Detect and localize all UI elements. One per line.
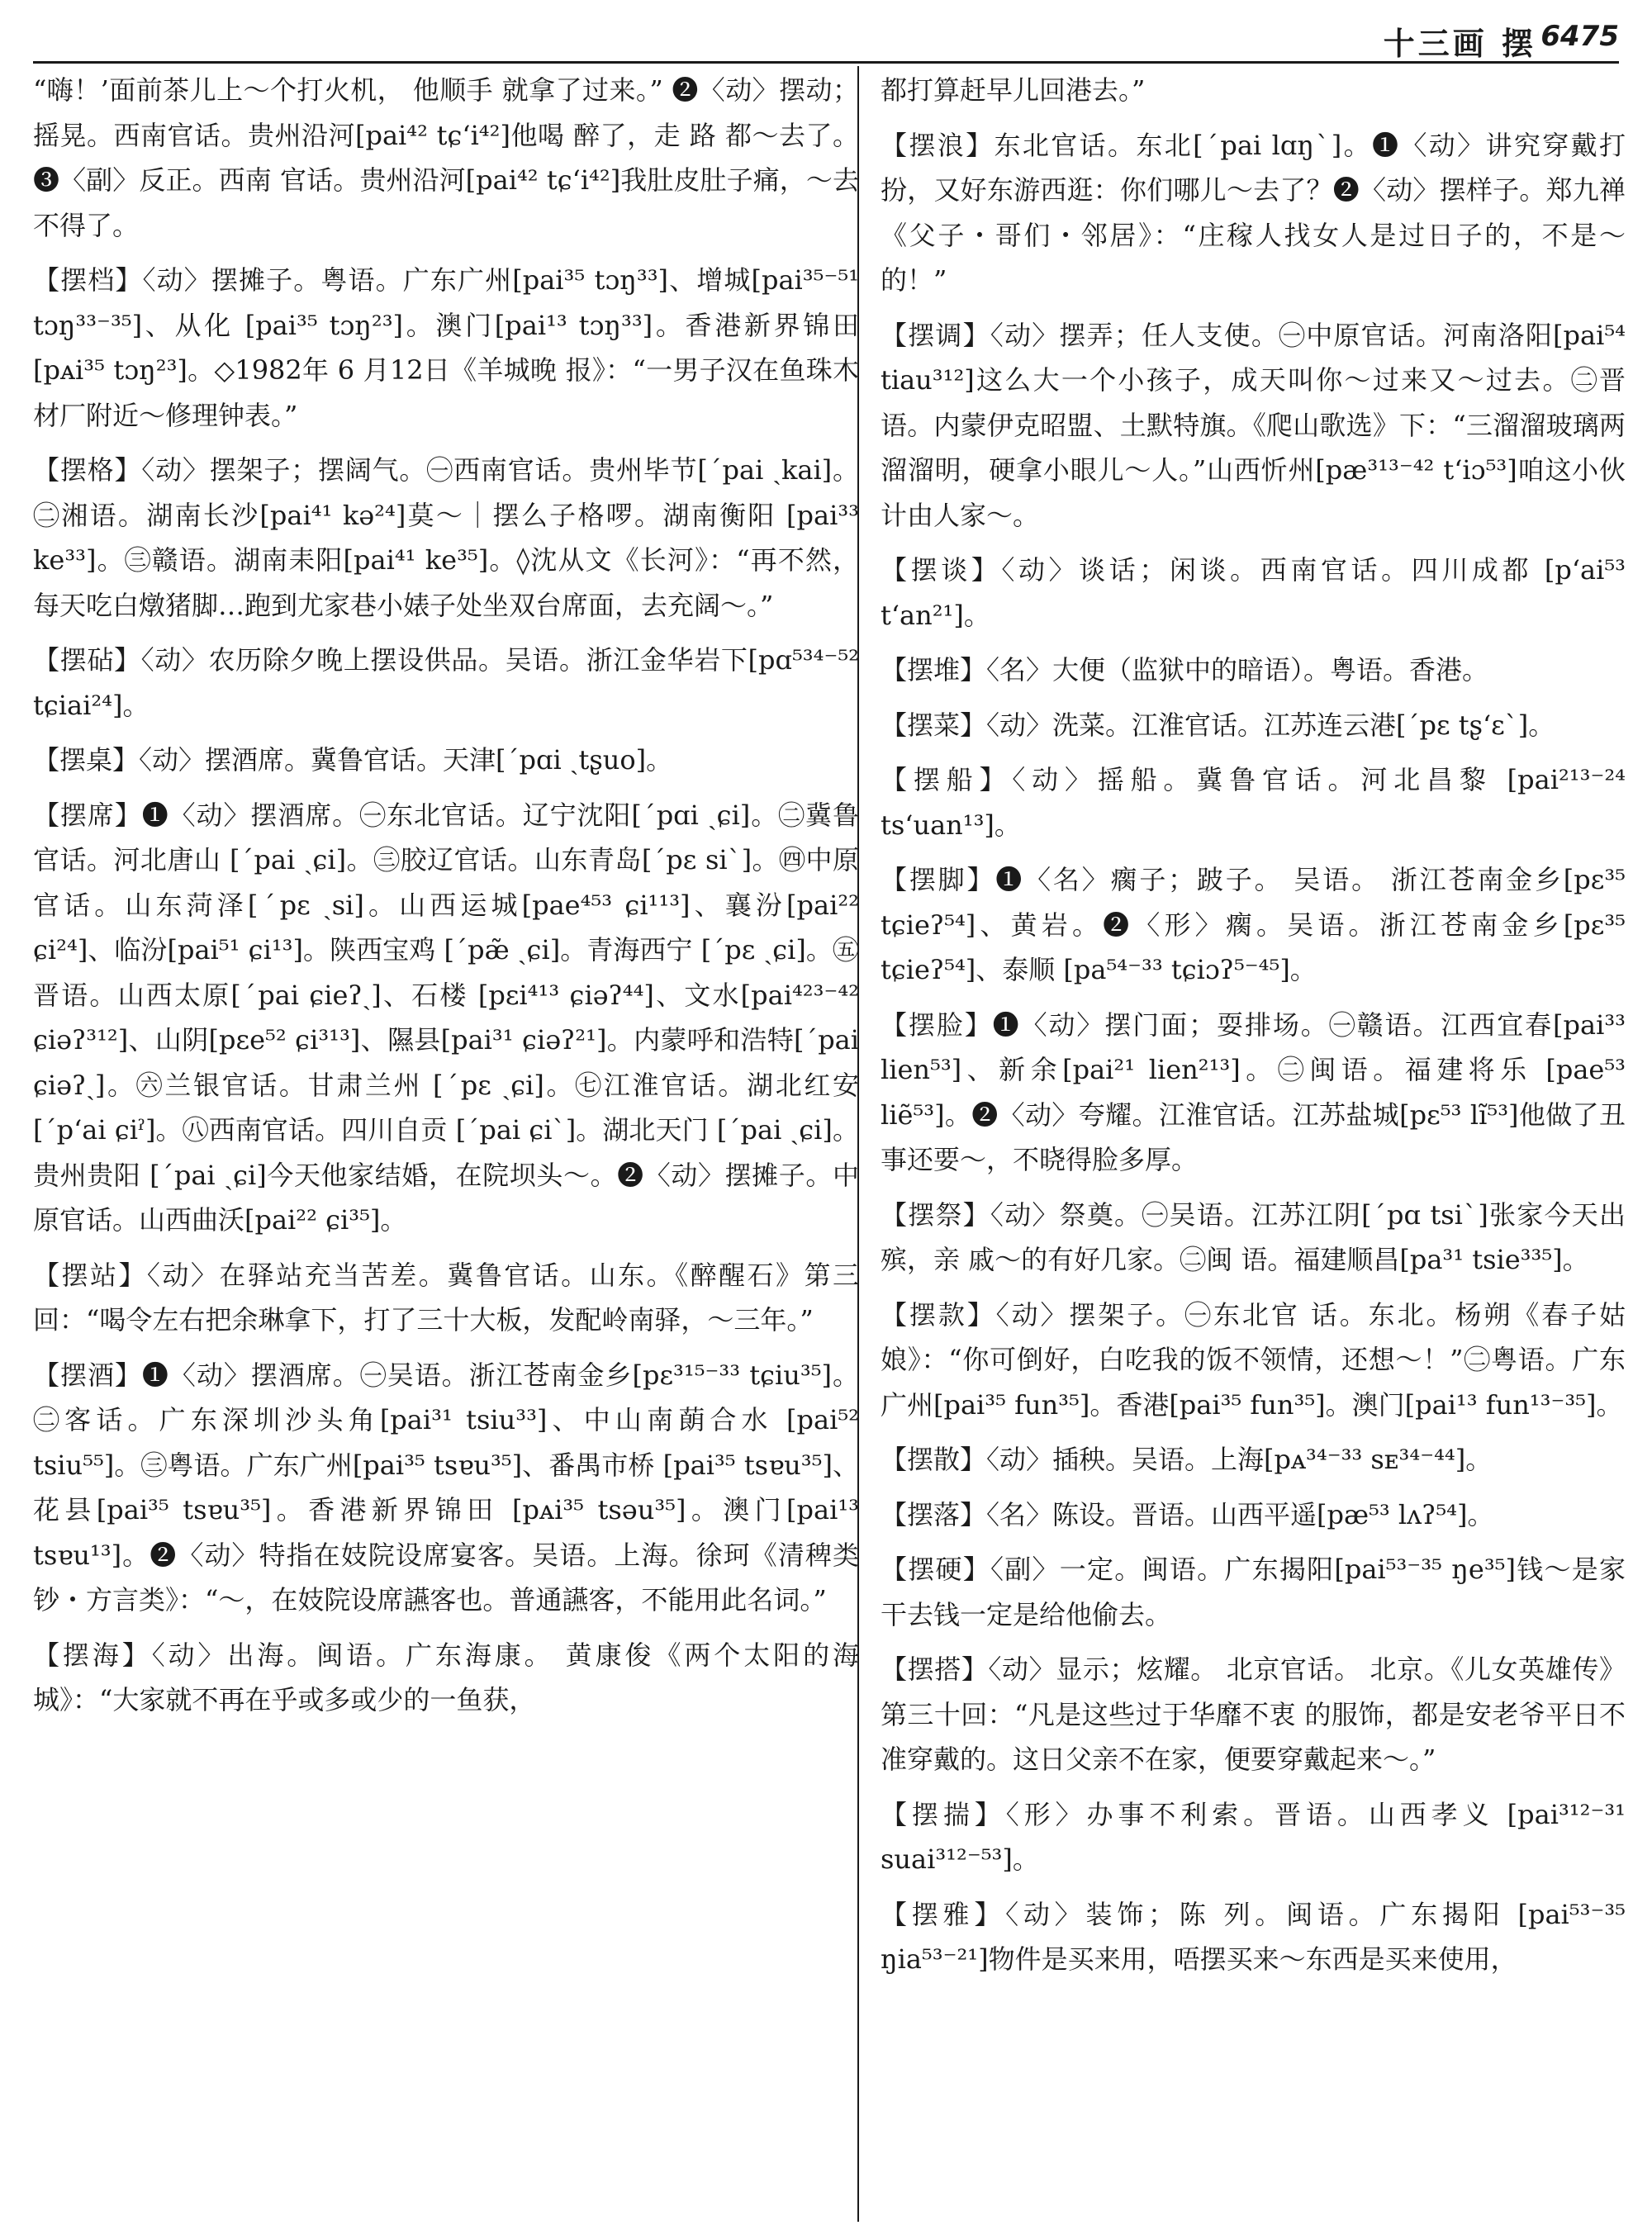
entry-continuation: “嗨！’面前茶儿上～个打火机， 他顺手 就拿了过来。” ❷〈动〉摆动；摇晃。西南官话。贵州沿河[pai⁴² tɕʻi⁴²]他喝 醉了，走 路 都～去了。❸〈副〉反正。西南 官话。贵州沿河[pai⁴² tɕʻi⁴²]我肚皮肚子痛，～去不得了。 <box>33 74 859 241</box>
left-column <box>33 68 859 2222</box>
entry-baiying: 【摆硬】〈副〉一定。闽语。广东揭阳[pai⁵³⁻³⁵ ŋe³⁵]钱～是家干去钱一定是给他偷去。 <box>881 1554 1626 1630</box>
entry-baizhen: 【摆砧】〈动〉农历除夕晚上摆设供品。吴语。浙江金华岩下[pɑ⁵³⁴⁻⁵² tɕiai²⁴]。 <box>33 644 859 721</box>
entry-baichuan: 【摆船】〈动〉摇船。冀鲁官话。河北昌黎 [pai²¹³⁻²⁴ tsʻuan¹³]。 <box>881 764 1626 841</box>
right-column <box>881 68 1626 2222</box>
entry-baidiao: 【摆调】〈动〉摆弄；任人支使。㊀中原官话。河南洛阳[pai⁵⁴ tiau³¹²]这么大一个小孩子，成天叫你～过来又～过去。㊁晋语。内蒙伊克昭盟、土默特旗。《爬山歌选》下：“三溜溜玻璃两溜溜明，硬拿小眼儿～人。”山西忻州[pæ³¹³⁻⁴² tʻiɔ⁵³]咱这小伙计由人家～。 <box>881 319 1626 531</box>
entry-baitan: 【摆谈】〈动〉谈话；闲谈。西南官话。四川成都 [pʻai⁵³ tʻan²¹]。 <box>881 554 1626 631</box>
entry-baijiao: 【摆脚】❶〈名〉瘸子；跛子。 吴语。 浙江苍南金乡[pɛ³⁵ tɕieʔ⁵⁴]、黄岩。❷〈形〉瘸。吴语。浙江苍南金乡[pɛ³⁵ tɕieʔ⁵⁴]、泰顺 [pa⁵⁴⁻³³ tɕiɔʔ⁵⁻⁴⁵]。 <box>881 864 1626 985</box>
entry-baicai: 【摆菜】〈动〉洗菜。江淮官话。江苏连云港[ˊpɛ tʂʻɛˋ]。 <box>881 709 1555 741</box>
page-number: 6475 <box>1540 20 1619 53</box>
entry-baida: 【摆搭】〈动〉显示；炫耀。 北京官话。 北京。《儿女英雄传》第三十回：“凡是这些过于华靡不衷 的服饰，都是安老爷平日不准穿戴的。这日父亲不在家，便要穿戴起来～。” <box>881 1654 1626 1775</box>
entry-bailuo: 【摆落】〈名〉陈设。晋语。山西平遥[pæ⁵³ lʌʔ⁵⁴]。 <box>881 1498 1494 1530</box>
entry-baidui: 【摆堆】〈名〉大便（监狱中的暗语）。粤语。香港。 <box>881 654 1489 686</box>
entry-baixi: 【摆席】❶〈动〉摆酒席。㊀东北官话。辽宁沈阳[ˊpɑi ˏɕi]。㊁冀鲁官话。河北唐山 [ˊpai ˏɕi]。㊂胶辽官话。山东青岛[ˊpɛ siˋ]。㊃中原官话。山东菏泽[ˊpɛ ˏsi]。山西运城[pae⁴⁵³ ɕi¹¹³]、襄汾[pai²² ɕi²⁴]、临汾[pai⁵¹ ɕi¹³]。陕西宝鸡 [ˊpæ̃ ˏɕi]。青海西宁 [ˊpɛ ˏɕi]。㊄晋语。山西太原[ˊpai ɕieʔˏ]、石楼 [pɛi⁴¹³ ɕiəʔ⁴⁴]、文水[pai⁴²³⁻⁴² ɕiəʔ³¹²]、山阴[pɛe⁵² ɕi³¹³]、隰县[pai³¹ ɕiəʔ²¹]。内蒙呼和浩特[ˊpai ɕiəʔˏ]。㊅兰银官话。甘肃兰州 [ˊpɛ ˏɕi]。㊆江淮官话。湖北红安[ˊpʻai ɕiˀ]。㊇西南官话。四川自贡 [ˊpai ɕiˋ]。湖北天门 [ˊpai ˏɕi]。贵州贵阳 [ˊpai ˏɕi]今天他家结婚，在院坝头～。❷〈动〉摆摊子。中原官话。山西曲沃[pai²² ɕi³⁵]。 <box>33 799 859 1236</box>
page-header <box>33 12 1619 64</box>
entry-baikuan: 【摆款】〈动〉摆架子。㊀东北官 话。东北。杨朔《春子姑娘》：“你可倒好，白吃我的饭不领情，还想～！”㊁粤语。广东广州[pai³⁵ fun³⁵]。香港[pai³⁵ fun³⁵]。澳门[pai¹³ fun¹³⁻³⁵]。 <box>881 1298 1626 1421</box>
entry-baizhan: 【摆站】〈动〉在驿站充当苦差。冀鲁官话。山东。《醉醒石》第三回：“喝令左右把余琳拿下，打了三十大板，发配岭南驿，～三年。” <box>33 1259 859 1336</box>
entry-baizhuo: 【摆桌】〈动〉摆酒席。冀鲁官话。天津[ˊpɑi ˏtʂuo]。 <box>33 744 673 776</box>
entry-baiya: 【摆雅】〈动〉装饰；陈 列。闽语。广东揭阳 [pai⁵³⁻³⁵ ŋia⁵³⁻²¹]物件是买来用，唔摆买来～东西是买来使用， <box>881 1898 1626 1975</box>
entry-baichuai: 【摆揣】〈形〉办事不利索。晋语。山西孝义 [pai³¹²⁻³¹ suai³¹²⁻⁵³]。 <box>881 1798 1626 1875</box>
entry-baihai: 【摆海】〈动〉出海。闽语。广东海康。 黄康俊《两个太阳的海城》：“大家就不再在乎或多或少的一鱼获， <box>33 1639 859 1715</box>
entry-continuation: 都打算赶早儿回港去。” <box>881 74 1146 106</box>
entry-baige: 【摆格】〈动〉摆架子；摆阔气。㊀西南官话。贵州毕节[ˊpai ˏkai]。㊁湘语。湖南长沙[pai⁴¹ kə²⁴]莫～｜摆么子格啰。湖南衡阳 [pai³³ ke³³]。㊂赣语。湖南耒阳[pai⁴¹ ke³⁵]。◊沈从文《长河》：“再不然，每天吃白燉猪脚…跑到尤家巷小婊子处坐双台席面，去充阔～。” <box>33 454 859 621</box>
entry-bailian: 【摆脸】❶〈动〉摆门面；耍排场。㊀赣语。江西宜春[pai³³ lien⁵³]、新余[pai²¹ lien²¹³]。㊁闽语。福建将乐 [pae⁵³ liẽ⁵³]。❷〈动〉夸耀。江淮官话。江苏盐城[pɛ⁵³ lĩ⁵³]他做了丑事还要～，不晓得脸多厚。 <box>881 1008 1626 1175</box>
entry-baisan: 【摆散】〈动〉插秧。吴语。上海[pᴀ³⁴⁻³³ sᴇ³⁴⁻⁴⁴]。 <box>881 1444 1493 1475</box>
entry-bailang: 【摆浪】东北官话。东北[ˊpai lɑŋˋ]。❶〈动〉讲究穿戴打扮，又好东游西逛：你们哪儿～去了？❷〈动〉摆样子。郑九禅《父子・哥们・邻居》：“庄稼人找女人是过日子的，不是～的！” <box>881 129 1626 296</box>
entry-baijiu: 【摆酒】❶〈动〉摆酒席。㊀吴语。浙江苍南金乡[pɛ³¹⁵⁻³³ tɕiu³⁵]。㊁客话。广东深圳沙头角[pai³¹ tsiu³³]、中山南蓢合水 [pai⁵² tsiu⁵⁵]。㊂粤语。广东广州[pai³⁵ tsɐu³⁵]、番禺市桥 [pai³⁵ tsɐu³⁵]、花县[pai³⁵ tsɐu³⁵]。香港新界锦田 [pᴀi³⁵ tsəu³⁵]。澳门[pai¹³ tsɐu¹³]。❷〈动〉特指在妓院设席宴客。吴语。上海。徐珂《清稗类钞・方言类》：“～，在妓院设席讌客也。普通讌客，不能用此名词。” <box>33 1359 859 1616</box>
entry-baiji: 【摆祭】〈动〉祭奠。㊀吴语。江苏江阴[ˊpɑ tsiˋ]张家今天出殡，亲 戚～的有好几家。㊁闽 语。福建顺昌[pa³¹ tsie³³⁵]。 <box>881 1198 1626 1275</box>
entry-baidang: 【摆档】〈动〉摆摊子。粤语。广东广州[pai³⁵ tɔŋ³³]、增城[pai³⁵⁻⁵¹ tɔŋ³³⁻³⁵]、从化 [pai³⁵ tɔŋ²³]。澳门[pai¹³ tɔŋ³³]。香港新界锦田[pᴀi³⁵ tɔŋ²³]。◇1982年 6 月12日《羊城晚 报》：“一男子汉在鱼珠木材厂附近～修理钟表。” <box>33 264 859 431</box>
running-head: 十三画 摆 <box>1383 25 1536 62</box>
